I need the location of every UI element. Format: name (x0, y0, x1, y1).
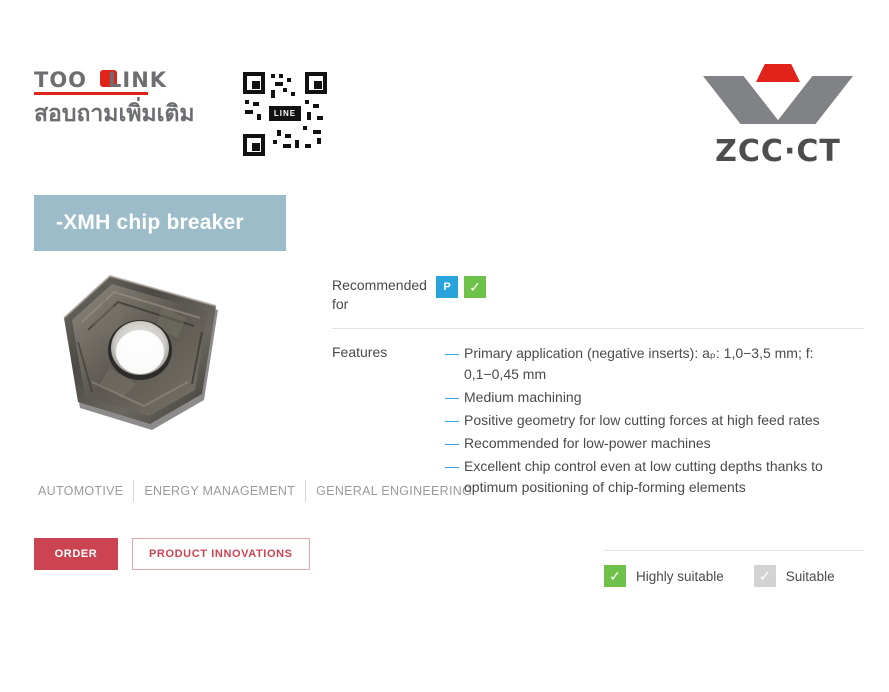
dash-bullet-icon: — (445, 458, 459, 474)
recommended-badges (436, 276, 864, 298)
dash-bullet-icon: — (445, 435, 459, 451)
legend-label-suitable: Suitable (785, 568, 835, 584)
list-item (436, 387, 864, 408)
legend-item-suitable (754, 565, 835, 587)
line-qr-code[interactable] (243, 72, 327, 156)
list-item (436, 456, 864, 498)
feature-text: Excellent chip control even at low cutting depths thanks to optimum positioning of chip-forming elements (464, 458, 823, 495)
toollink-thai-caption: สอบถามเพิ่มเติม (34, 101, 195, 127)
list-item (436, 343, 864, 385)
toollink-word-part2: LINK (108, 68, 168, 92)
zcc-ct-mark-icon (703, 58, 853, 130)
feature-text: Positive geometry for low cutting forces at high feed rates (464, 412, 820, 428)
feature-text: Primary application (negative inserts): aₚ: 1,0−3,5 mm; f: 0,1−0,45 mm (464, 345, 814, 382)
suitability-legend (604, 550, 864, 587)
list-item (436, 433, 864, 454)
dash-bullet-icon: — (445, 345, 459, 361)
features-row (332, 329, 864, 514)
qr-finder-bottom-left-icon (243, 134, 265, 156)
list-item (436, 410, 864, 431)
toollink-logo (34, 68, 234, 127)
feature-text: Medium machining (464, 389, 582, 405)
highly-suitable-check-icon: ✓ (464, 276, 486, 298)
product-innovations-button[interactable]: PRODUCT INNOVATIONS (132, 538, 310, 570)
features-list (436, 343, 864, 498)
toollink-wordmark (34, 68, 234, 90)
features-label: Features (332, 344, 388, 360)
page-title: -XMH chip breaker (56, 211, 244, 234)
toollink-word-part1: TOO (34, 68, 88, 92)
tag-energy-management: ENERGY MANAGEMENT (134, 480, 306, 502)
zcc-right-wing-icon (775, 76, 853, 124)
legend-item-highly-suitable (604, 565, 724, 587)
tag-automotive: AUTOMOTIVE (34, 480, 134, 502)
action-buttons (34, 538, 310, 570)
tag-general-engineering: GENERAL ENGINEERING (316, 484, 473, 498)
qr-finder-top-right-icon (305, 72, 327, 94)
dash-bullet-icon: — (445, 412, 459, 428)
legend-check-green-icon: ✓ (604, 565, 626, 587)
zcc-ct-logo (703, 58, 853, 173)
toollink-underline (34, 92, 148, 95)
insert-illustration-icon (52, 272, 232, 442)
dash-bullet-icon: — (445, 389, 459, 405)
page-header (0, 0, 889, 190)
qr-line-label: LINE (269, 106, 301, 121)
page-title-bar (34, 195, 286, 251)
product-spec-column (332, 262, 864, 584)
zcc-red-diamond-icon (756, 64, 800, 82)
material-group-p-badge: P (436, 276, 458, 298)
recommended-for-row (332, 262, 864, 329)
product-image (52, 272, 262, 452)
zcc-ct-brand-name: ZCC·CT (715, 134, 841, 169)
feature-text: Recommended for low-power machines (464, 435, 711, 451)
order-button[interactable]: ORDER (34, 538, 118, 570)
recommended-for-label: Recommended for (332, 277, 427, 312)
legend-check-grey-icon: ✓ (754, 565, 776, 587)
qr-finder-top-left-icon (243, 72, 265, 94)
zcc-left-wing-icon (703, 76, 781, 124)
legend-label-highly-suitable: Highly suitable (636, 568, 724, 584)
